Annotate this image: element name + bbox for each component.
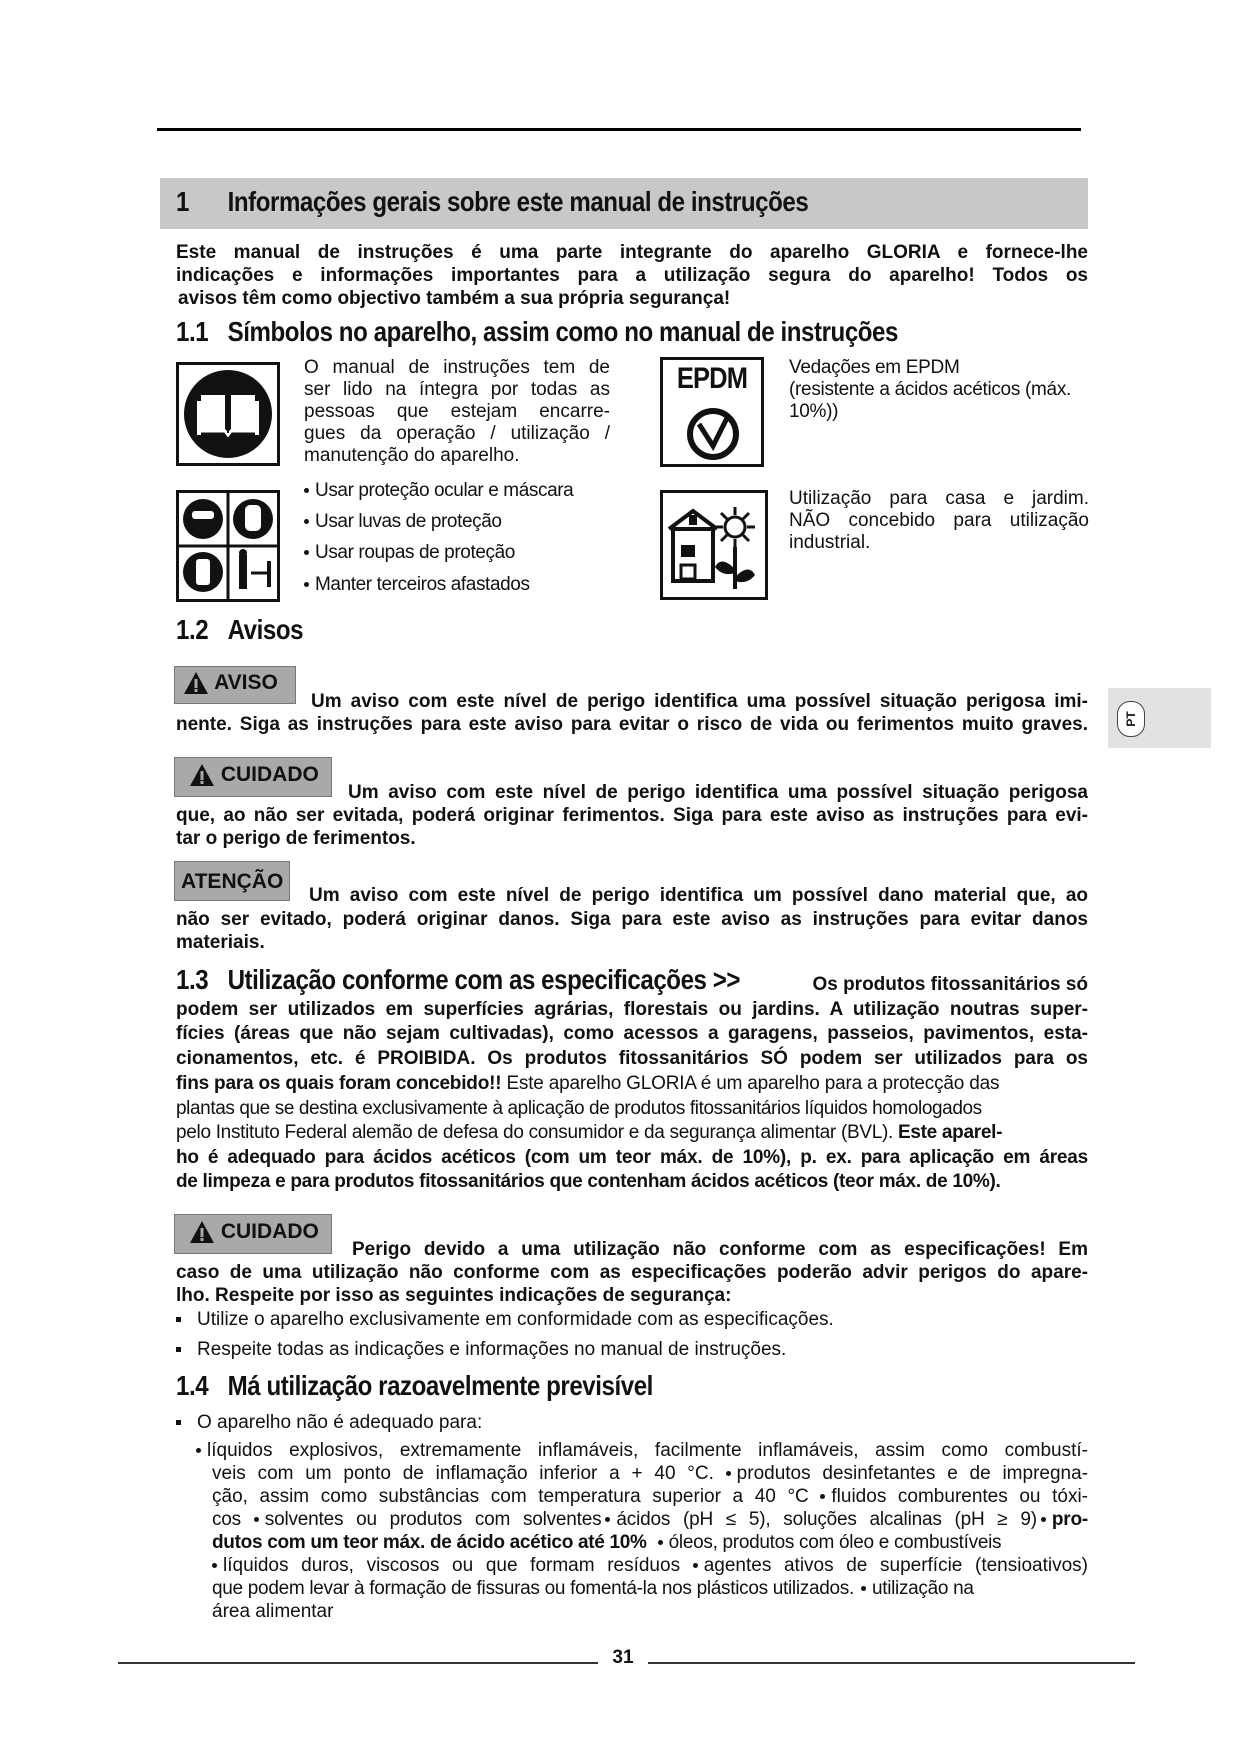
text-fragment: agentes ativos de superfície (tensioativos) — [703, 1555, 1089, 1576]
text-line: gues da operação / utilização / — [304, 423, 610, 444]
text-fragment: cos — [212, 1509, 254, 1530]
epdm-text — [789, 357, 1089, 423]
usage-bold-fragment: Este aparel- — [893, 1122, 1003, 1143]
text-fragment: líquidos duros, viscosos ou que formam resíduos — [223, 1555, 681, 1576]
section-number: 1.4 — [176, 1370, 209, 1401]
text-fragment: solventes ou produtos com solventes — [264, 1509, 602, 1530]
text-line: pessoas que estejam encarre- — [304, 401, 610, 422]
section-1-heading — [176, 186, 808, 218]
text-fragment: utilização na — [871, 1578, 974, 1599]
text-line: NÃO concebido para utilização — [789, 510, 1089, 531]
text-line: manutenção do aparelho. — [304, 445, 520, 466]
epdm-label: EPDM — [676, 362, 748, 395]
text-line: 10%)) — [789, 401, 839, 422]
bullet-dot — [304, 550, 309, 555]
cuidado-label-2 — [174, 1214, 332, 1254]
aviso-line: nente. Siga as instruções para este aviso para evitar o risco de vida ou ferimentos muito graves. — [176, 714, 1088, 735]
text-line — [196, 1554, 1088, 1577]
text-line — [196, 1577, 1088, 1600]
list-item — [176, 1412, 482, 1434]
cuidado-line: tar o perigo de ferimentos. — [176, 828, 416, 849]
bullet-dot — [820, 1494, 825, 1499]
atencao-label-text: ATENÇÃO — [181, 870, 284, 893]
usage-mixed-line — [176, 1072, 1088, 1095]
ppe-item-text: Usar luvas de proteção — [315, 511, 502, 532]
text-line — [196, 1508, 1088, 1531]
bullet-dot — [212, 1563, 217, 1568]
square-bullet — [176, 1420, 181, 1425]
text-line — [196, 1531, 1088, 1554]
ppe-item — [304, 480, 573, 502]
language-code: PT — [1124, 711, 1138, 727]
usage-line: plantas que se destina exclusivamente à aplicação de produtos fitossanitários líquidos homologados — [176, 1098, 982, 1119]
bullet-dot — [726, 1471, 731, 1476]
text-line: O manual de instruções tem de — [304, 357, 610, 378]
section-1-3-lead: Os produtos fitossanitários só — [812, 974, 1088, 995]
footer-rule-right — [648, 1662, 1135, 1664]
list-item — [176, 1339, 786, 1361]
bullet-dot — [254, 1517, 259, 1522]
cuidado-line: Um aviso com este nível de perigo identifica uma possível situação perigosa — [348, 782, 1088, 803]
usage-line: cionamentos, etc. é PROIBIDA. Os produtos fitossanitários SÓ podem ser utilizados para os — [176, 1048, 1088, 1069]
page-number: 31 — [612, 1647, 634, 1668]
usage-line: ho é adequado para ácidos acéticos (com um teor máx. de 10%), p. ex. para aplicação em áreas — [176, 1147, 1088, 1168]
atencao-line: Um aviso com este nível de perigo identifica um possível dano material que, ao — [309, 885, 1088, 906]
top-rule — [157, 128, 1081, 131]
section-title: Má utilização razoavelmente previsível — [227, 1370, 653, 1401]
text-fragment: que podem levar à formação de fissuras ou fomentá-la nos plásticos utilizados. — [212, 1578, 854, 1599]
text-line: (resistente a ácidos acéticos (máx. — [789, 379, 1072, 400]
text-line: ser lido na íntegra por todas as — [304, 379, 610, 400]
text-fragment: líquidos explosivos, extremamente inflamáveis, facilmente inflamáveis, assim como combustí- — [207, 1440, 1088, 1461]
aviso-label-text: AVISO — [214, 671, 278, 694]
section-1-2-heading — [176, 614, 303, 646]
bullet-dot — [304, 488, 309, 493]
usage-normal-fragment: Este aparelho GLORIA é um aparelho para a protecção das — [501, 1073, 1000, 1094]
text-fragment: fluidos comburentes ou tóxi- — [831, 1486, 1088, 1507]
usage-line: de limpeza e para produtos fitossanitários que contenham ácidos acéticos (teor máx. de 10%). — [176, 1171, 1001, 1192]
section-1-1-heading — [176, 316, 898, 348]
section-title: Informações gerais sobre este manual de instruções — [227, 186, 809, 217]
bullet-dot — [196, 1448, 201, 1453]
text-fragment: dutos com um teor máx. de ácido acético até 10% — [212, 1532, 647, 1553]
section-1-3-heading — [176, 964, 740, 996]
warning-triangle-icon — [183, 671, 209, 695]
epdm-icon — [660, 357, 764, 467]
section-title: Símbolos no aparelho, assim como no manual de instruções — [227, 316, 898, 347]
text-line — [196, 1462, 1088, 1485]
bullet-dot — [304, 519, 309, 524]
square-bullet — [176, 1347, 181, 1352]
footer-rule-left — [118, 1662, 598, 1664]
list-item-text: Respeite todas as indicações e informações no manual de instruções. — [197, 1339, 787, 1360]
cuidado-line: Perigo devido a uma utilização não conforme com as especificações! Em — [352, 1239, 1088, 1260]
section-number: 1.1 — [176, 316, 209, 347]
warning-triangle-icon — [189, 763, 215, 787]
bullet-dot — [304, 582, 309, 587]
text-fragment: ácidos (pH ≤ 5), soluções alcalinas (pH ≥ 9) — [616, 1509, 1037, 1530]
aviso-label — [174, 666, 296, 704]
section-number: 1.3 — [176, 964, 209, 995]
bullet-dot — [605, 1517, 610, 1522]
text-line — [196, 1600, 1088, 1623]
cuidado-line: lho. Respeite por isso as seguintes indicações de segurança: — [176, 1285, 732, 1306]
text-fragment: produtos desinfetantes e de impregna- — [736, 1463, 1088, 1484]
read-manual-text — [304, 357, 610, 467]
atencao-label — [174, 861, 290, 901]
section-1-4-heading — [176, 1370, 653, 1402]
home-garden-icon — [660, 490, 768, 600]
section-number: 1 — [176, 186, 189, 217]
usage-line: fícies (áreas que não sejam cultivadas), como acessos a garagens, passeios, pavimentos, esta- — [176, 1023, 1088, 1044]
home-garden-text — [789, 488, 1089, 554]
section-title: Utilização conforme com as especificações >> — [227, 964, 741, 995]
ppe-item-text: Usar roupas de proteção — [315, 542, 515, 563]
cuidado-line: caso de uma utilização não conforme com as especificações poderão advir perigos do apare- — [176, 1262, 1088, 1283]
atencao-line: materiais. — [176, 932, 265, 953]
bullet-dot — [861, 1586, 866, 1591]
list-item-text: Utilize o aparelho exclusivamente em conformidade com as especificações. — [197, 1309, 834, 1330]
ppe-item — [304, 511, 502, 533]
text-fragment: ção, assim como substâncias com temperatura superior a 40 °C — [212, 1486, 809, 1507]
square-bullet — [176, 1317, 181, 1322]
text-line: Utilização para casa e jardim. — [789, 488, 1089, 509]
ppe-item — [304, 542, 515, 564]
ppe-item-text: Manter terceiros afastados — [315, 574, 530, 595]
ppe-item — [304, 574, 530, 596]
section-1-intro — [176, 241, 1088, 310]
text-fragment: veis com um ponto de inflamação inferior a + 40 °C. — [212, 1463, 714, 1484]
bullet-dot — [658, 1540, 663, 1545]
read-manual-icon — [176, 362, 280, 466]
cuidado-label-text: CUIDADO — [220, 763, 319, 786]
ppe-icons — [176, 490, 280, 602]
usage-bold-fragment: fins para os quais foram concebido!! — [176, 1073, 502, 1094]
text-fragment: pro- — [1051, 1509, 1088, 1530]
text-line — [196, 1485, 1088, 1508]
usage-line: podem ser utilizados em superfícies agrárias, florestais ou jardins. A utilização noutras super- — [176, 999, 1088, 1020]
warning-triangle-icon — [189, 1220, 215, 1244]
list-item-text: O aparelho não é adequado para: — [197, 1412, 483, 1433]
text-line: industrial. — [789, 532, 871, 553]
text-line: Vedações em EPDM — [789, 357, 960, 378]
language-badge — [1117, 701, 1145, 737]
text-fragment: área alimentar — [212, 1601, 334, 1622]
cuidado-label-text: CUIDADO — [220, 1220, 319, 1243]
intro-line: Este manual de instruções é uma parte integrante do aparelho GLORIA e fornece-lhe — [176, 242, 1088, 263]
section-title: Avisos — [227, 614, 304, 645]
ppe-item-text: Usar proteção ocular e máscara — [315, 480, 574, 501]
usage-normal-fragment: pelo Instituto Federal alemão de defesa do consumidor e da segurança alimentar (BVL). — [176, 1122, 893, 1143]
cuidado-line: que, ao não ser evitada, poderá originar ferimentos. Siga para este aviso as instruções para evi- — [176, 805, 1088, 826]
bullet-dot — [1041, 1517, 1046, 1522]
bullet-dot — [693, 1563, 698, 1568]
list-item — [176, 1309, 834, 1331]
text-fragment: óleos, produtos com óleo e combustíveis — [668, 1532, 1002, 1553]
cuidado-label — [174, 757, 332, 797]
atencao-line: não ser evitado, poderá originar danos. Siga para este aviso as instruções para evitar danos — [176, 909, 1088, 930]
intro-line: indicações e informações importantes para a utilização segura do aparelho! Todos os — [176, 265, 1088, 286]
aviso-line: Um aviso com este nível de perigo identifica uma possível situação perigosa imi- — [311, 691, 1088, 712]
unsuitable-substances — [196, 1439, 1088, 1623]
text-line — [196, 1439, 1088, 1462]
usage-mixed-line — [176, 1121, 1088, 1144]
section-number: 1.2 — [176, 614, 209, 645]
intro-line: avisos têm como objectivo também a sua própria segurança! — [178, 288, 731, 309]
